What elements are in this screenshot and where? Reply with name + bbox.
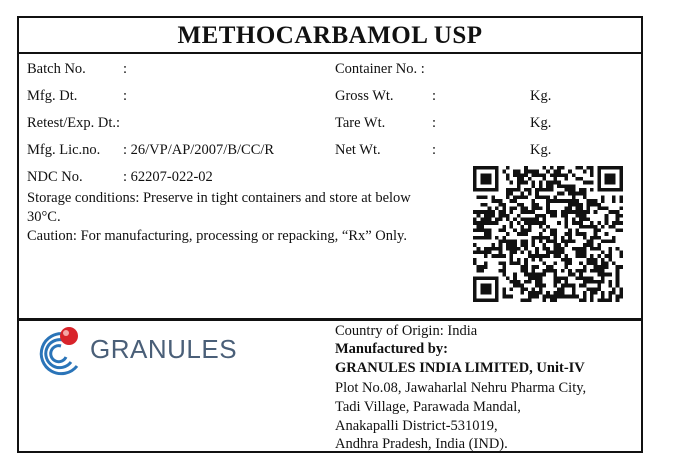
gross-wt-label: Gross Wt.	[335, 88, 394, 104]
section-divider	[19, 318, 641, 321]
country-of-origin: Country of Origin: India	[335, 323, 478, 339]
gross-wt-colon: :	[432, 88, 437, 104]
granules-logo-text: GRANULES	[90, 334, 238, 364]
net-wt-label: Net Wt.	[335, 142, 381, 158]
mfg-lic-label: Mfg. Lic.no.	[27, 142, 101, 158]
mfg-lic-value: : 26/VP/AP/2007/B/CC/R	[123, 142, 275, 158]
company-name: GRANULES INDIA LIMITED, Unit-IV	[335, 360, 585, 376]
tare-wt-label: Tare Wt.	[335, 115, 386, 131]
address-line-4: Andhra Pradesh, India (IND).	[335, 436, 508, 452]
product-title: METHOCARBAMOL USP	[19, 18, 641, 54]
manufactured-by-heading: Manufactured by:	[335, 341, 448, 357]
caution-text: Caution: For manufacturing, processing or repacking, “Rx” Only.	[27, 228, 407, 244]
ndc-label: NDC No.	[27, 169, 83, 185]
batch-no-colon: :	[123, 61, 128, 77]
net-wt-colon: :	[432, 142, 437, 158]
address-line-1: Plot No.08, Jawaharlal Nehru Pharma City,	[335, 380, 587, 396]
address-line-3: Anakapalli District-531019,	[335, 418, 498, 434]
tare-wt-unit: Kg.	[530, 115, 552, 131]
qr-code-icon	[473, 166, 623, 302]
storage-conditions: Storage conditions: Preserve in tight containers and store at below 30°C.	[27, 190, 411, 225]
retest-exp-date-label: Retest/Exp. Dt.:	[27, 115, 121, 131]
container-no-label: Container No. :	[335, 61, 425, 77]
net-wt-unit: Kg.	[530, 142, 552, 158]
address-line-2: Tadi Village, Parawada Mandal,	[335, 399, 521, 415]
tare-wt-colon: :	[432, 115, 437, 131]
batch-no-label: Batch No.	[27, 61, 86, 77]
gross-wt-unit: Kg.	[530, 88, 552, 104]
mfg-date-colon: :	[123, 88, 128, 104]
product-label	[17, 16, 643, 453]
ndc-value: : 62207-022-02	[123, 169, 213, 185]
mfg-date-label: Mfg. Dt.	[27, 88, 78, 104]
